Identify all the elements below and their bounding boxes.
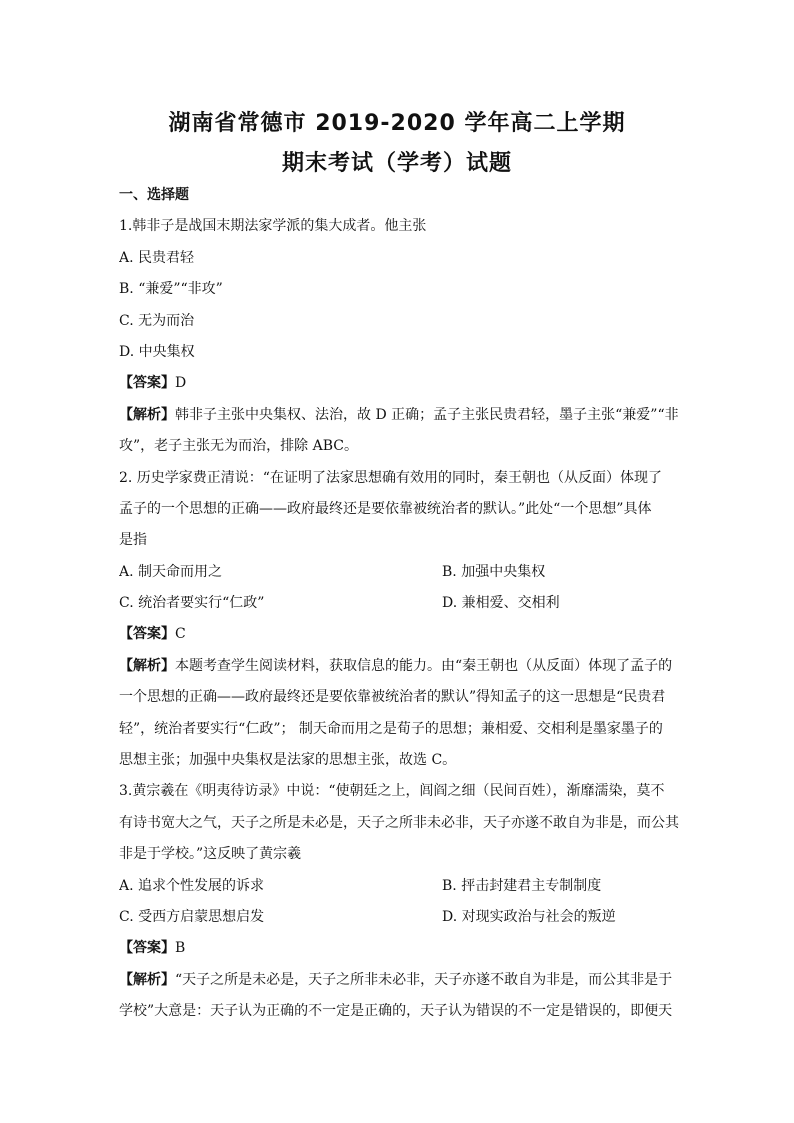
q2-stem-line: 是指 bbox=[119, 532, 147, 549]
answer-tag: 【答案】 bbox=[119, 940, 175, 957]
q3-option-b: B. 抨击封建君主专制制度 bbox=[442, 877, 602, 894]
q3-analysis-text: “天子之所是未必是，天子之所非未必非，天子亦遂不敢自为非是，而公其非是于 bbox=[175, 971, 673, 988]
q2-analysis-line bbox=[119, 656, 679, 687]
q1-option-c: C. 无为而治 bbox=[119, 312, 195, 329]
q3-stem-line: 有诗书宽大之气，天子之所是未必是，天子之所非未必非，天子亦遂不敢自为非是，而公其 bbox=[119, 814, 679, 831]
q1-stem: 1.韩非子是战国末期法家学派的集大成者。他主张 bbox=[119, 218, 427, 235]
q2-option-d: D. 兼相爱、交相利 bbox=[442, 595, 560, 612]
document-title-line2: 期末考试（学考）试题 bbox=[281, 151, 512, 176]
q2-stem-line: 孟子的一个思想的正确——政府最终还是要依靠被统治者的默认。”此处“一个思想”具体 bbox=[119, 500, 652, 517]
analysis-tag: 【解析】 bbox=[119, 971, 175, 988]
q1-option-d: D. 中央集权 bbox=[119, 343, 195, 360]
q2-answer bbox=[119, 624, 679, 655]
analysis-tag: 【解析】 bbox=[119, 406, 175, 423]
q2-stem-line: 2. 历史学家费正清说：“在证明了法家思想确有效用的同时，秦王朝也（从反面）体现了 bbox=[119, 469, 662, 486]
q3-option-c: C. 受西方启蒙思想启发 bbox=[119, 908, 265, 925]
q3-stem-line: 非是于学校。”这反映了黄宗羲 bbox=[119, 846, 302, 863]
q1-answer-value: D bbox=[175, 375, 187, 392]
q3-answer bbox=[119, 938, 679, 969]
document-body bbox=[119, 185, 679, 1033]
q1-option-a: A. 民贵君轻 bbox=[119, 249, 195, 266]
q3-option-a: A. 追求个性发展的诉求 bbox=[119, 877, 265, 894]
q2-options-row bbox=[119, 562, 679, 593]
document-title-line1: 湖南省常德市 2019-2020 学年高二上学期 bbox=[168, 111, 626, 136]
q3-analysis-line bbox=[119, 970, 679, 1001]
q2-option-a: A. 制天命而用之 bbox=[119, 563, 223, 580]
q1-analysis-text: 韩非子主张中央集权、法治，故 D 正确；孟子主张民贵君轻，墨子主张“兼爱”“非 bbox=[175, 406, 679, 423]
answer-tag: 【答案】 bbox=[119, 375, 175, 392]
q1-answer bbox=[119, 373, 679, 404]
q3-answer-value: B bbox=[175, 940, 186, 957]
q2-analysis-line: 轻”，统治者要实行“仁政”； 制天命而用之是荀子的思想；兼相爱、交相利是墨家墨子的 bbox=[119, 720, 663, 737]
q1-analysis-line bbox=[119, 405, 679, 436]
q2-option-b: B. 加强中央集权 bbox=[442, 563, 546, 580]
q2-options-row bbox=[119, 593, 679, 624]
q2-analysis-line: 一个思想的正确——政府最终还是要依靠被统治者的默认”得知孟子的这一思想是“民贵君 bbox=[119, 689, 666, 706]
q3-options-row bbox=[119, 907, 679, 938]
q1-option-b: B. “兼爱”“非攻” bbox=[119, 281, 223, 298]
q3-analysis-line: 学校”大意是：天子认为正确的不一定是正确的，天子认为错误的不一定是错误的，即便天 bbox=[119, 1003, 673, 1020]
answer-tag: 【答案】 bbox=[119, 626, 175, 643]
q1-analysis-line: 攻”，老子主张无为而治，排除 ABC。 bbox=[119, 438, 358, 455]
q3-stem-line: 3.黄宗羲在《明夷待访录》中说：“使朝廷之上，闾阎之细（民间百姓），渐靡濡染，莫不 bbox=[119, 783, 665, 800]
analysis-tag: 【解析】 bbox=[119, 657, 175, 674]
q3-option-d: D. 对现实政治与社会的叛逆 bbox=[442, 908, 616, 925]
section-heading: 一、选择题 bbox=[119, 187, 189, 203]
q3-options-row bbox=[119, 876, 679, 907]
q2-answer-value: C bbox=[175, 626, 186, 643]
q2-analysis-text: 本题考查学生阅读材料，获取信息的能力。由“秦王朝也（从反面）体现了孟子的 bbox=[175, 657, 673, 674]
q2-analysis-line: 思想主张；加强中央集权是法家的思想主张，故选 C。 bbox=[119, 752, 457, 769]
q2-option-c: C. 统治者要实行“仁政” bbox=[119, 595, 265, 612]
